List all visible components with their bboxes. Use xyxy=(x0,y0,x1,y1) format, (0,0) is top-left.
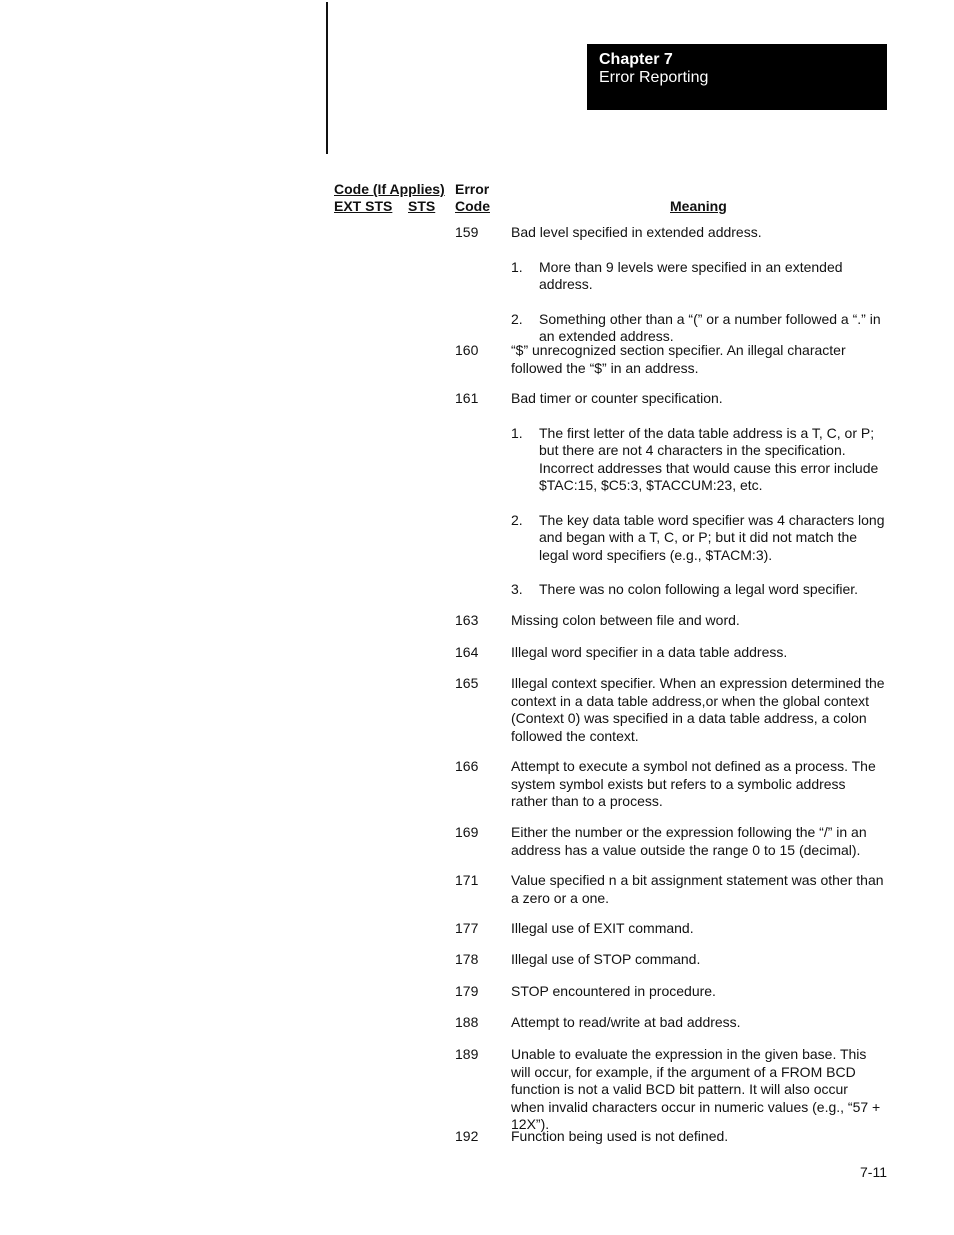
error-meaning: Value specified n a bit assignment statement was other than a zero or a one. xyxy=(511,872,884,906)
sub-item-text: Something other than a “(” or a number followed a “.” in an extended address. xyxy=(539,310,881,344)
error-meaning: Illegal word specifier in a data table address. xyxy=(511,644,788,660)
error-code: 161 xyxy=(455,390,479,406)
error-entry-192 xyxy=(455,1128,885,1146)
sub-item-number: 3. xyxy=(511,581,523,597)
error-meaning: STOP encountered in procedure. xyxy=(511,983,716,999)
sub-item xyxy=(511,425,885,495)
error-entry-169 xyxy=(455,824,885,859)
error-meaning: Attempt to read/write at bad address. xyxy=(511,1014,741,1030)
error-entry-159 xyxy=(455,224,885,346)
meaning-header: Meaning xyxy=(670,198,727,214)
error-meaning: Illegal use of EXIT command. xyxy=(511,920,694,936)
error-code: 189 xyxy=(455,1046,479,1062)
error-code: 166 xyxy=(455,758,479,774)
error-meaning: Attempt to execute a symbol not defined as a process. The system symbol exists but refers to a symbolic address rather than to a process. xyxy=(511,758,876,809)
sub-item xyxy=(511,581,885,599)
error-meaning: Missing colon between file and word. xyxy=(511,612,740,628)
error-entry-160 xyxy=(455,342,885,377)
code-if-applies-header: Code (If Applies) xyxy=(334,181,445,197)
error-meaning: Illegal context specifier. When an expression determined the context in a data table address,or when the global context (Context 0) was specified in a data table address, a colon followed the context. xyxy=(511,675,885,744)
sts-header: STS xyxy=(408,198,436,214)
error-code: 165 xyxy=(455,675,479,691)
error-meaning: Function being used is not defined. xyxy=(511,1128,729,1144)
sub-item-number: 1. xyxy=(511,258,523,275)
error-code: 188 xyxy=(455,1014,479,1030)
sub-item xyxy=(511,512,885,565)
chapter-header xyxy=(587,44,887,110)
error-meaning: Either the number or the expression following the “/” in an address has a value outside the range 0 to 15 (decimal). xyxy=(511,824,867,858)
error-meaning: Unable to evaluate the expression in the given base. This will occur, for example, if the argument of a FROM BCD function is not a valid BCD bit pattern. It will also occur when invalid characters occur in numeric values (e.g., “57 + 12X”). xyxy=(511,1046,881,1132)
page-number: 7-11 xyxy=(860,1164,887,1180)
chapter-title: Error Reporting xyxy=(599,69,709,86)
error-entry-189 xyxy=(455,1046,885,1134)
sub-item-number: 2. xyxy=(511,511,523,528)
chapter-number: Chapter 7 xyxy=(599,51,673,68)
sub-item-number: 1. xyxy=(511,424,523,441)
error-code: 177 xyxy=(455,920,479,936)
error-meaning: Bad timer or counter specification. xyxy=(511,390,723,406)
error-meaning: Illegal use of STOP command. xyxy=(511,951,701,967)
error-meaning: “$” unrecognized section specifier. An illegal character followed the “$” in an address. xyxy=(511,342,846,376)
error-entry-166 xyxy=(455,758,885,811)
sub-item xyxy=(511,311,885,346)
sub-item-text: There was no colon following a legal word specifier. xyxy=(539,581,859,597)
sub-item xyxy=(511,259,885,294)
error-code: 163 xyxy=(455,612,479,628)
error-meaning: Bad level specified in extended address. xyxy=(511,224,762,240)
error-code: 178 xyxy=(455,951,479,967)
error-entry-188 xyxy=(455,1014,885,1032)
sub-item-text: The first letter of the data table address is a T, C, or P; but there are not 4 characters in the specification. Incorrect addresses that would cause this error include $TAC:15, $C5:3, $TACCUM:23, etc. xyxy=(539,424,879,493)
error-entry-165 xyxy=(455,675,885,745)
error-code: 169 xyxy=(455,824,479,840)
sub-item-text: More than 9 levels were specified in an extended address. xyxy=(539,258,843,292)
error-code: 159 xyxy=(455,224,479,240)
sub-item-text: The key data table word specifier was 4 characters long and began with a T, C, or P; but it did not match the legal word specifiers (e.g., $TACM:3). xyxy=(539,511,885,563)
error-code: 192 xyxy=(455,1128,479,1144)
error-entry-164 xyxy=(455,644,885,662)
error-entry-178 xyxy=(455,951,885,969)
error-entry-177 xyxy=(455,920,885,938)
error-entry-179 xyxy=(455,983,885,1001)
error-header: Error xyxy=(455,181,490,197)
code-header: Code xyxy=(455,198,490,214)
ext-sts-header: EXT STS xyxy=(334,198,393,214)
error-code: 171 xyxy=(455,872,479,888)
sub-item-number: 2. xyxy=(511,310,523,327)
error-entry-171 xyxy=(455,872,885,907)
error-code: 160 xyxy=(455,342,479,358)
error-entry-161 xyxy=(455,390,885,599)
error-code: 164 xyxy=(455,644,479,660)
error-code: 179 xyxy=(455,983,479,999)
error-entry-163 xyxy=(455,612,885,630)
margin-rule xyxy=(326,2,328,154)
